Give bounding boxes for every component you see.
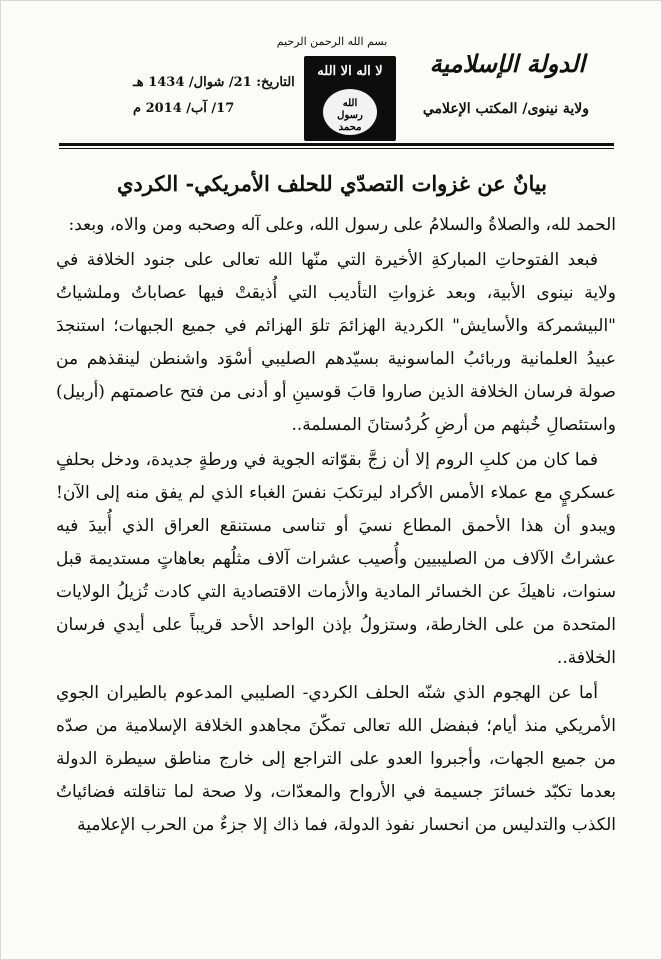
paragraph-3: أما عن الهجوم الذي شنّه الحلف الكردي- الصليبي المدعوم بالطيران الجوي الأمريكي منذ أيام؛ فبفضل الله تعالى تمكّنَ مجاهدو الخلافة الإسلامية من صدّه من جميع الجهات، وأجبروا العدو على التراجع إلى خارج مناطق سيطرة الدولة بعدما تكبّد خسائرَ جسيمة في الأرواح والمعدّات، ولا صحة لما تناقلته فضائياتُ الكذب والتدليس من انحسار نفوذ الدولة، فما ذاك إلا جزءٌ من الحرب الإعلامية [56, 683, 616, 835]
flag-seal-text: الله رسول محمد [337, 98, 363, 133]
statement-title: بيانٌ عن غزوات التصدّي للحلف الأمريكي- الكردي [116, 171, 548, 196]
paragraph-2: فما كان من كلبِ الروم إلا أن زجَّ بقوّاته الجوية في ورطةٍ جديدة، ودخل بحلفٍ عسكريٍ مع عملاء الأمس الأكراد ليرتكبَ نفسَ الغباء الذي لم يفق منه إلى الآن! ويبدو أن هذا الأحمق المطاع نسيَ أو تناسى مستنقع العراق الذي أُبيدَ فيه عشراتُ الآلاف من الصليبيين وأُصيب عشرات آلاف مثلُهم بعاهاتٍ مستديمة قبل سنوات، ناهيكَ عن الخسائر المادية والأزمات الاقتصادية التي كادت تُزيلُ الولايات المتحدة من على الخارطة، وستزولُ بإذن الواحد الأحد قريباً على أيدي فرسان الخلافة.. [56, 450, 616, 668]
letterhead [1, 1, 662, 156]
black-flag-emblem [304, 56, 396, 141]
flag-shahada: لا اله الا الله [317, 64, 383, 79]
statement-body [56, 209, 616, 842]
date-hijri: التاريخ: 21/ شوال/ 1434 هـ [133, 75, 295, 90]
header-divider-thin [59, 148, 614, 149]
header-divider [59, 143, 614, 146]
basmala: بسم الله الرحمن الرحيم [276, 35, 388, 48]
date-gregorian: 17/ آب/ 2014 م [133, 101, 235, 116]
paragraph-opening: الحمد لله، والصلاةُ والسلامُ على رسول الله، وعلى آله وصحبه ومن والاه، وبعد: [68, 215, 616, 235]
media-office-label: ولاية نينوى/ المكتب الإعلامي [422, 101, 589, 117]
organization-logo: الدولة الإسلامية [429, 49, 585, 78]
paragraph-1: فبعد الفتوحاتِ المباركةِ الأخيرة التي منّها الله تعالى على جنود الخلافة في ولاية نينوى الأبية، وبعد غزواتِ التأديب التي أُذيقتْ فيها عصاباتُ وملشياتُ "البيشمركة والأسايش" الكردية الهزائمَ تلوَ الهزائم في جميع الجبهات؛ استنجدَ عبيدُ العلمانية وربائبُ الماسونية بسيّدهم الصليبي أسْوَد واشنطن لينقذهم من صولة فرسان الخلافة الذين صاروا قابَ قوسينِ أو أدنى من فتح عاصمتهم (أربيل) واستئصالِ خُبثهم من أرضِ كُردُستانَ المسلمة.. [56, 250, 616, 435]
flag-seal [323, 89, 377, 135]
